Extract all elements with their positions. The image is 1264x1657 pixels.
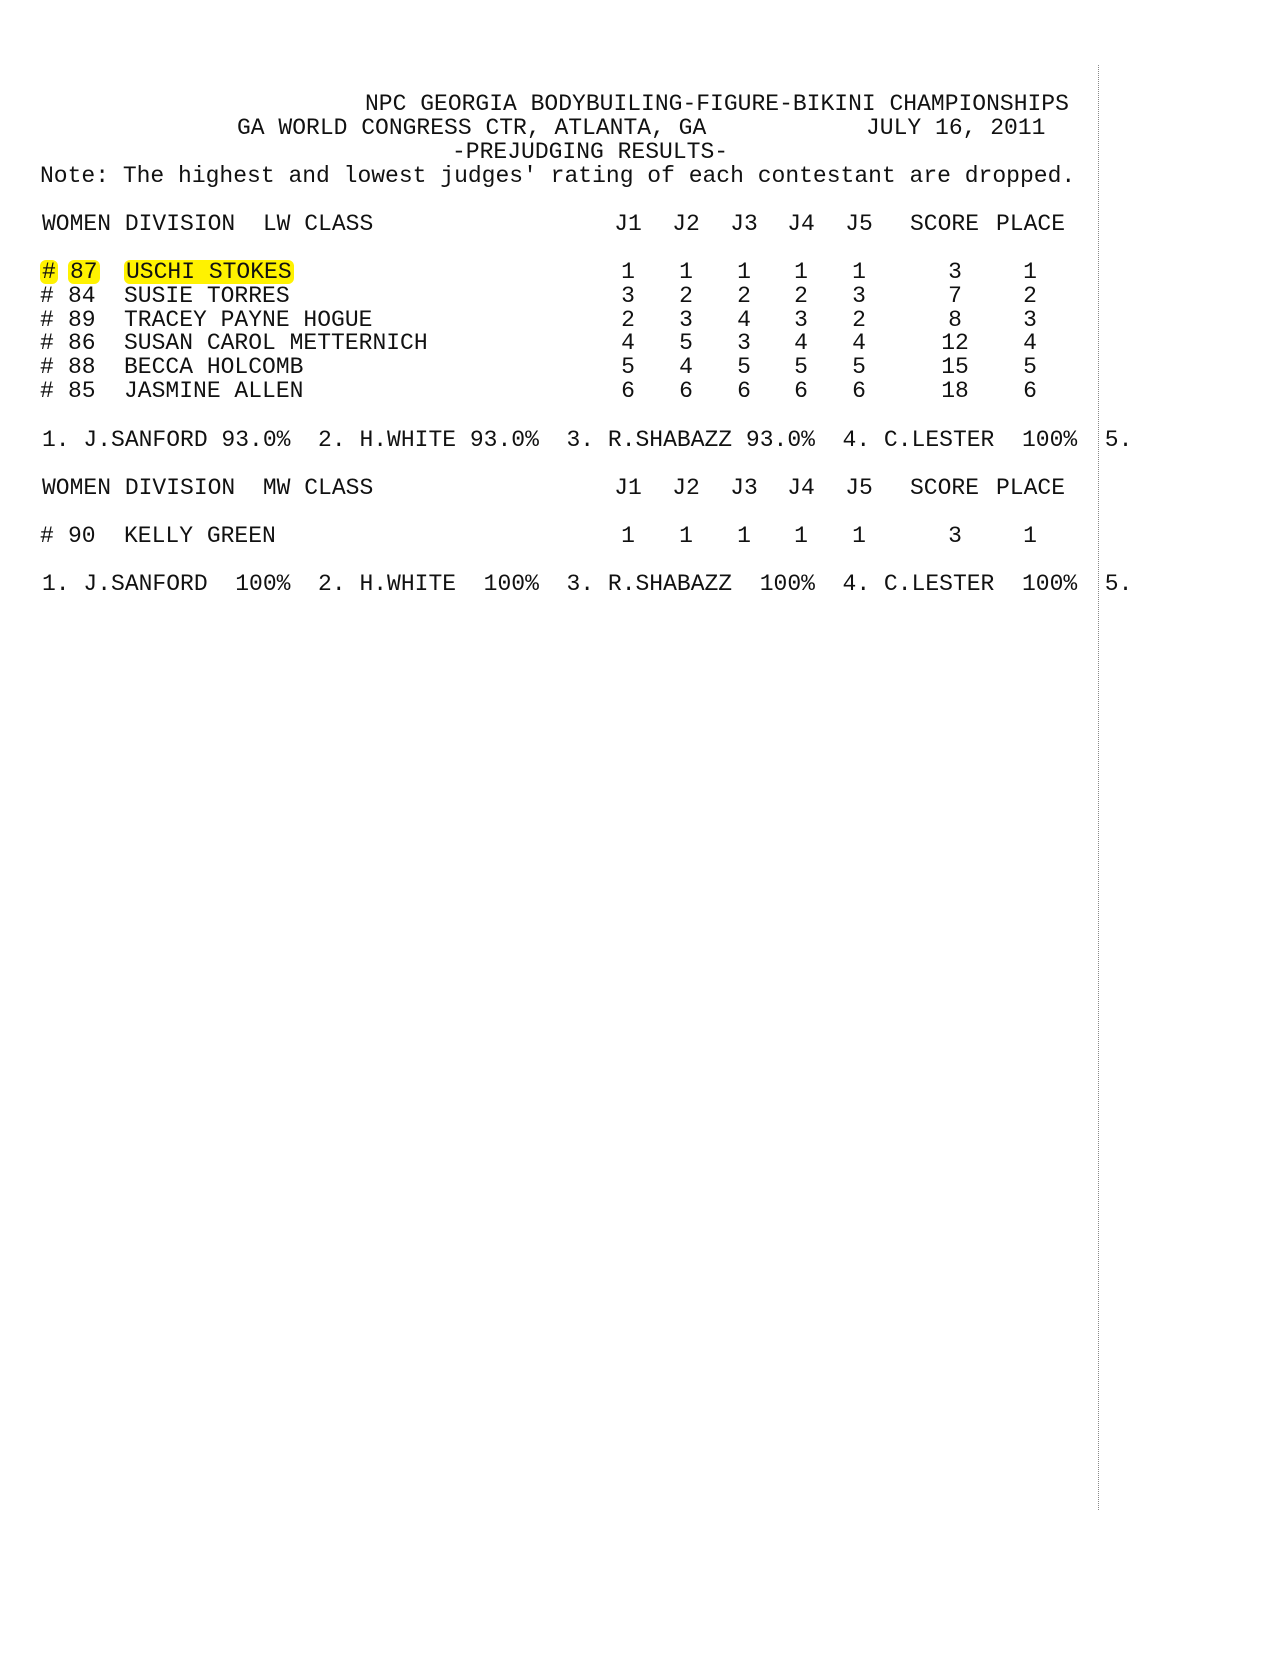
total-score: 8	[948, 307, 962, 333]
contestant-name: SUSAN CAROL METTERNICH	[124, 330, 428, 356]
entry-hash: #	[40, 283, 54, 309]
column-header-place: PLACE	[996, 475, 1066, 501]
placement: 6	[1023, 378, 1037, 404]
placement: 2	[1023, 283, 1037, 309]
entry-number: 86	[68, 330, 96, 356]
judge-score: 4	[737, 307, 751, 333]
column-header-j3: J3	[730, 475, 758, 501]
total-score: 7	[948, 283, 962, 309]
placement: 3	[1023, 307, 1037, 333]
total-score: 15	[941, 354, 969, 380]
judge-score: 2	[679, 283, 693, 309]
judge-score: 1	[794, 259, 808, 285]
entry-number: 87	[70, 259, 98, 285]
entry-hash: #	[40, 523, 54, 549]
contestant-name: JASMINE ALLEN	[124, 378, 304, 404]
placement: 1	[1023, 259, 1037, 285]
contestant-name: KELLY GREEN	[124, 523, 276, 549]
judge-score: 6	[679, 378, 693, 404]
judges-agreement: 1. J.SANFORD 93.0% 2. H.WHITE 93.0% 3. R.SHABAZZ 93.0% 4. C.LESTER 100% 5.	[42, 427, 1133, 453]
total-score: 3	[948, 523, 962, 549]
judge-score: 1	[679, 523, 693, 549]
judge-score: 6	[737, 378, 751, 404]
judge-score: 1	[852, 259, 866, 285]
document-subtitle: -PREJUDGING RESULTS-	[452, 139, 729, 165]
column-header-j1: J1	[614, 475, 642, 501]
judge-score: 2	[621, 307, 635, 333]
division-title: WOMEN DIVISION LW CLASS	[42, 211, 374, 237]
total-score: 3	[948, 259, 962, 285]
scan-edge-line	[1098, 65, 1099, 1510]
column-header-j2: J2	[672, 211, 700, 237]
judge-score: 3	[737, 330, 751, 356]
contestant-name: USCHI STOKES	[126, 259, 292, 285]
placement: 1	[1023, 523, 1037, 549]
judge-score: 3	[794, 307, 808, 333]
column-header-place: PLACE	[996, 211, 1066, 237]
entry-hash: #	[40, 307, 54, 333]
event-date: JULY 16, 2011	[866, 115, 1046, 141]
judge-score: 1	[852, 523, 866, 549]
judge-score: 5	[737, 354, 751, 380]
column-header-j4: J4	[787, 211, 815, 237]
entry-number: 88	[68, 354, 96, 380]
entry-number: 90	[68, 523, 96, 549]
judge-score: 4	[794, 330, 808, 356]
judge-score: 5	[679, 330, 693, 356]
judge-score: 5	[794, 354, 808, 380]
judge-score: 1	[737, 259, 751, 285]
entry-hash: #	[40, 378, 54, 404]
judge-score: 5	[852, 354, 866, 380]
judge-score: 1	[621, 259, 635, 285]
division-title: WOMEN DIVISION MW CLASS	[42, 475, 374, 501]
contestant-name: TRACEY PAYNE HOGUE	[124, 307, 373, 333]
entry-hash: #	[42, 259, 56, 285]
judge-score: 2	[737, 283, 751, 309]
judge-score: 5	[621, 354, 635, 380]
entry-hash: #	[40, 354, 54, 380]
entry-number: 89	[68, 307, 96, 333]
judge-score: 2	[852, 307, 866, 333]
judge-score: 2	[794, 283, 808, 309]
column-header-j5: J5	[845, 211, 873, 237]
entry-number: 85	[68, 378, 96, 404]
judge-score: 4	[679, 354, 693, 380]
column-header-j1: J1	[614, 211, 642, 237]
venue: GA WORLD CONGRESS CTR, ATLANTA, GA	[237, 115, 707, 141]
placement: 4	[1023, 330, 1037, 356]
judge-score: 1	[621, 523, 635, 549]
judge-score: 3	[679, 307, 693, 333]
column-header-j5: J5	[845, 475, 873, 501]
entry-number: 84	[68, 283, 96, 309]
total-score: 18	[941, 378, 969, 404]
column-header-j4: J4	[787, 475, 815, 501]
note: Note: The highest and lowest judges' rating of each contestant are dropped.	[40, 163, 1076, 189]
judge-score: 4	[852, 330, 866, 356]
judge-score: 6	[621, 378, 635, 404]
judge-score: 6	[852, 378, 866, 404]
judge-score: 4	[621, 330, 635, 356]
column-header-score: SCORE	[910, 475, 980, 501]
judge-score: 1	[737, 523, 751, 549]
column-header-score: SCORE	[910, 211, 980, 237]
column-header-j2: J2	[672, 475, 700, 501]
total-score: 12	[941, 330, 969, 356]
judges-agreement: 1. J.SANFORD 100% 2. H.WHITE 100% 3. R.SHABAZZ 100% 4. C.LESTER 100% 5.	[42, 571, 1133, 597]
judge-score: 6	[794, 378, 808, 404]
contestant-name: BECCA HOLCOMB	[124, 354, 304, 380]
document-title: NPC GEORGIA BODYBUILING-FIGURE-BIKINI CHAMPIONSHIPS	[365, 91, 1069, 117]
placement: 5	[1023, 354, 1037, 380]
column-header-j3: J3	[730, 211, 758, 237]
judge-score: 3	[621, 283, 635, 309]
judge-score: 3	[852, 283, 866, 309]
judge-score: 1	[679, 259, 693, 285]
entry-hash: #	[40, 330, 54, 356]
contestant-name: SUSIE TORRES	[124, 283, 290, 309]
judge-score: 1	[794, 523, 808, 549]
